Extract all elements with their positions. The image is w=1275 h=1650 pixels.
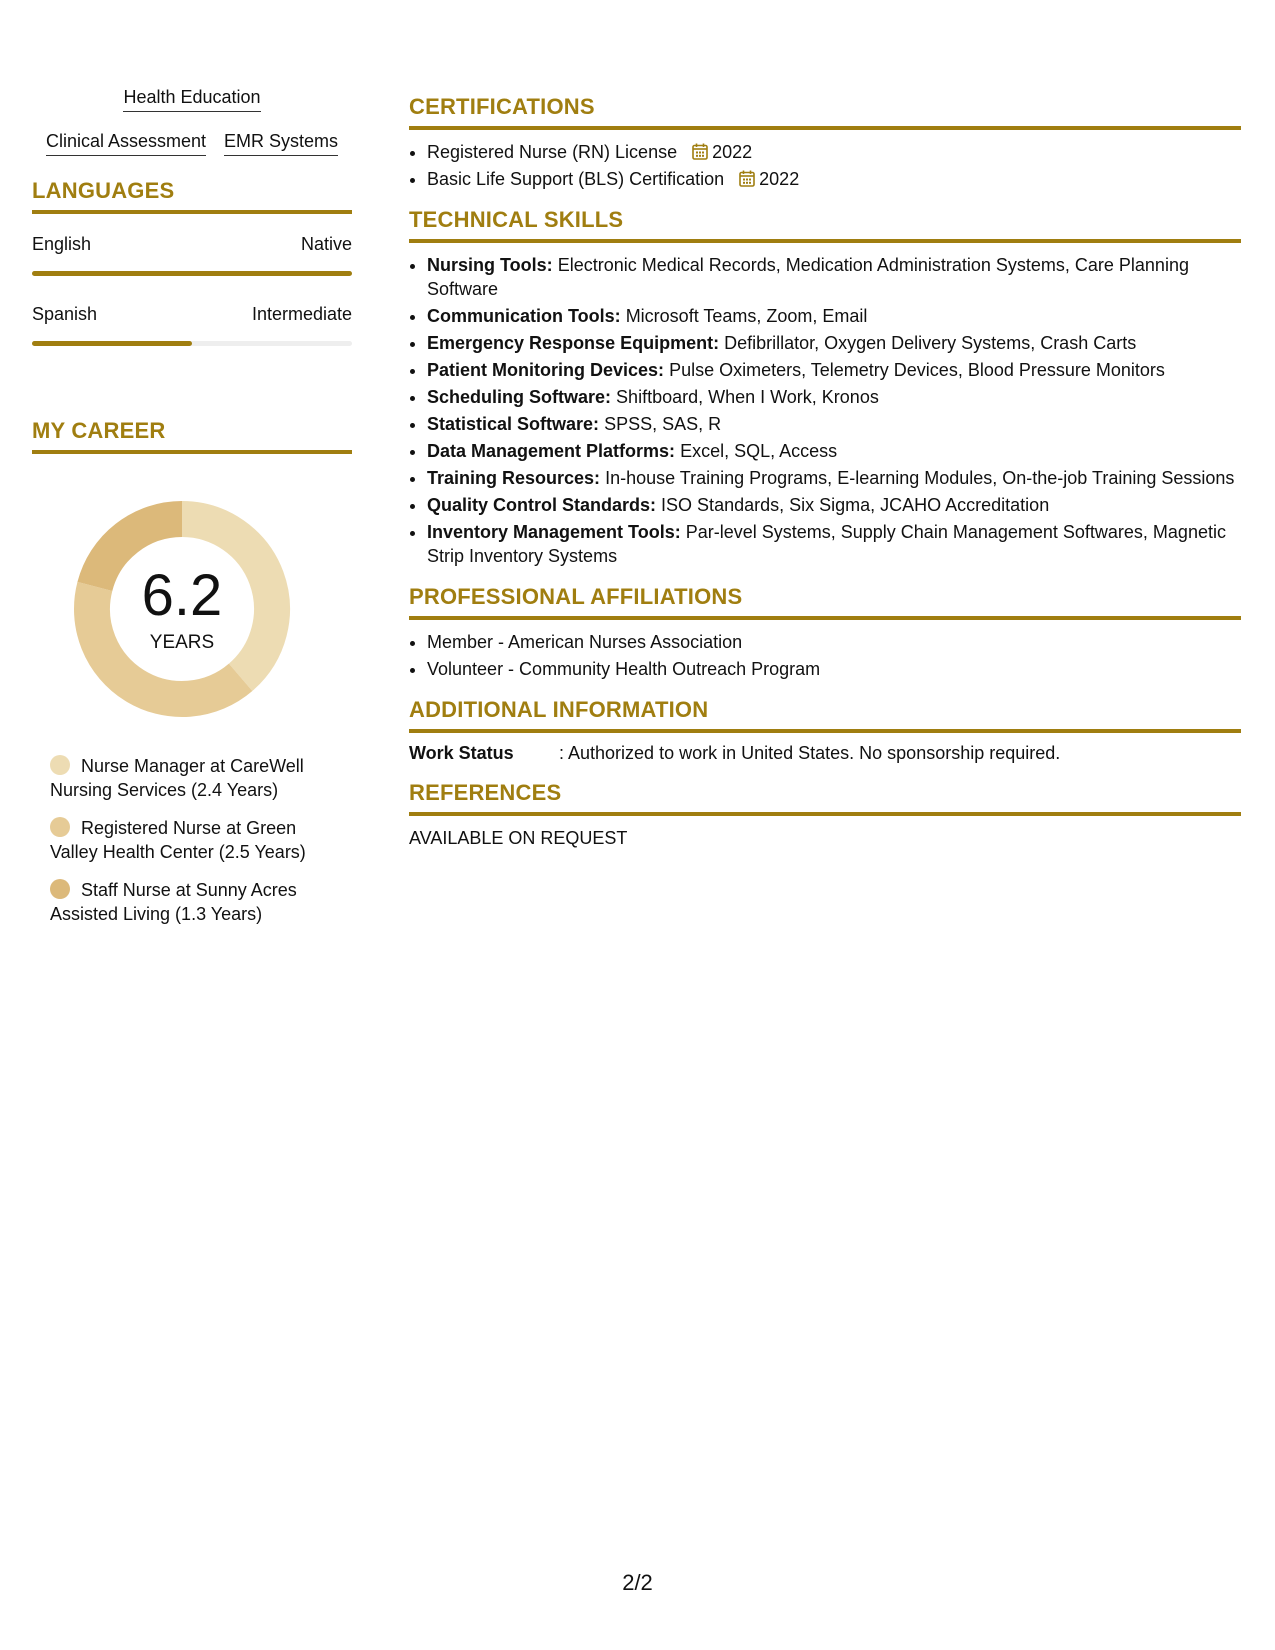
- affiliations-section: [409, 584, 1241, 681]
- skill-label: Patient Monitoring Devices:: [427, 360, 665, 380]
- skill-item: [427, 304, 1241, 328]
- legend-item: [50, 754, 330, 802]
- skill-label: Nursing Tools:: [427, 255, 553, 275]
- skill-label: Training Resources:: [427, 468, 601, 488]
- language-bar-fill: [32, 341, 192, 346]
- certifications-list: [409, 140, 1241, 191]
- right-column: [409, 94, 1241, 865]
- skill-text: ISO Standards, Six Sigma, JCAHO Accreditation: [661, 495, 1050, 515]
- work-status-label: Work Status: [409, 743, 514, 763]
- language-item-english: [32, 234, 352, 276]
- skill-text: Defibrillator, Oxygen Delivery Systems, Crash Carts: [724, 333, 1137, 353]
- technical-skills-section: [409, 207, 1241, 568]
- skills-tags: [32, 86, 352, 156]
- certification-name: Registered Nurse (RN) License: [427, 142, 678, 162]
- certification-item: [427, 140, 1241, 164]
- skill-item: [427, 439, 1241, 463]
- certification-item: [427, 167, 1241, 191]
- language-level: Native: [300, 234, 352, 254]
- skill-text: Microsoft Teams, Zoom, Email: [625, 306, 868, 326]
- skill-item: [427, 253, 1241, 301]
- legend-dot: [50, 817, 70, 837]
- affiliation-item: • Member - American Nurses Association: [427, 630, 1241, 654]
- certification-name: Basic Life Support (BLS) Certification: [427, 169, 725, 189]
- career-section: [32, 418, 352, 926]
- legend-dot: [50, 755, 70, 775]
- career-total-years: 6.2: [141, 563, 223, 628]
- skill-text: In-house Training Programs, E-learning Modules, On-the-job Training Sessions: [605, 468, 1235, 488]
- skill-tag: Clinical Assessment: [46, 130, 206, 156]
- certifications-title: CERTIFICATIONS: [409, 94, 1241, 130]
- skill-text: SPSS, SAS, R: [604, 414, 722, 434]
- technical-skills-title: TECHNICAL SKILLS: [409, 207, 1241, 243]
- certification-year: 2022: [712, 142, 753, 162]
- language-bar: [32, 341, 352, 346]
- career-title: MY CAREER: [32, 418, 352, 454]
- skill-item: [427, 385, 1241, 409]
- skill-text: Excel, SQL, Access: [680, 441, 838, 461]
- skill-label: Inventory Management Tools:: [427, 522, 681, 542]
- skill-text: Shiftboard, When I Work, Kronos: [616, 387, 879, 407]
- legend-label: Nurse Manager at CareWell Nursing Services (2.4 Years): [50, 756, 304, 800]
- references-section: [409, 780, 1241, 849]
- skill-item: [427, 358, 1241, 382]
- skill-label: Data Management Platforms:: [427, 441, 676, 461]
- certifications-section: [409, 94, 1241, 191]
- affiliations-list: [409, 630, 1241, 681]
- skill-text: Pulse Oximeters, Telemetry Devices, Blood Pressure Monitors: [669, 360, 1165, 380]
- language-item-spanish: [32, 304, 352, 346]
- language-bar-fill: [32, 271, 352, 276]
- skill-tag: Health Education: [123, 86, 260, 112]
- legend-item: [50, 816, 330, 864]
- skill-label: Communication Tools:: [427, 306, 621, 326]
- affiliation-item: • Volunteer - Community Health Outreach Program: [427, 657, 1241, 681]
- calendar-icon: [692, 143, 708, 160]
- technical-skills-list: [409, 253, 1241, 568]
- skills-tags-row-2: [32, 130, 352, 156]
- additional-info-section: [409, 697, 1241, 764]
- language-name: Spanish: [32, 304, 98, 324]
- language-bar: [32, 271, 352, 276]
- work-status-row: [409, 743, 1241, 764]
- skill-item: [427, 520, 1241, 568]
- skill-label: Quality Control Standards:: [427, 495, 657, 515]
- skill-tag: EMR Systems: [224, 130, 338, 156]
- legend-dot: [50, 879, 70, 899]
- references-text: AVAILABLE ON REQUEST: [409, 828, 628, 848]
- career-donut-chart: [67, 494, 297, 724]
- career-legend: [50, 754, 352, 926]
- work-status-value: : Authorized to work in United States. No sponsorship required.: [559, 743, 1061, 763]
- language-level: Intermediate: [251, 304, 352, 324]
- legend-label: Registered Nurse at Green Valley Health Center (2.5 Years): [50, 818, 306, 862]
- skill-text: Par-level Systems, Supply Chain Management Softwares, Magnetic Strip Inventory Systems: [427, 522, 1226, 566]
- references-title: REFERENCES: [409, 780, 1241, 816]
- legend-item: [50, 878, 330, 926]
- legend-label: Staff Nurse at Sunny Acres Assisted Living (1.3 Years): [50, 880, 297, 924]
- left-column: [32, 86, 352, 940]
- skill-item: [427, 331, 1241, 355]
- languages-title: LANGUAGES: [32, 178, 352, 214]
- skill-label: Emergency Response Equipment:: [427, 333, 720, 353]
- skill-label: Scheduling Software:: [427, 387, 612, 407]
- skill-item: [427, 493, 1241, 517]
- calendar-icon: [739, 170, 755, 187]
- skill-item: [427, 466, 1241, 490]
- language-name: English: [32, 234, 92, 254]
- affiliations-title: PROFESSIONAL AFFILIATIONS: [409, 584, 1241, 620]
- languages-section: [32, 178, 352, 346]
- career-total-unit: YEARS: [149, 632, 215, 653]
- page-number: 2/2: [622, 1570, 653, 1595]
- skill-label: Statistical Software:: [427, 414, 600, 434]
- additional-info-title: ADDITIONAL INFORMATION: [409, 697, 1241, 733]
- skill-item: [427, 412, 1241, 436]
- skills-tags-row-1: [32, 86, 352, 112]
- skill-text: Electronic Medical Records, Medication Administration Systems, Care Planning Software: [427, 255, 1189, 299]
- certification-year: 2022: [759, 169, 800, 189]
